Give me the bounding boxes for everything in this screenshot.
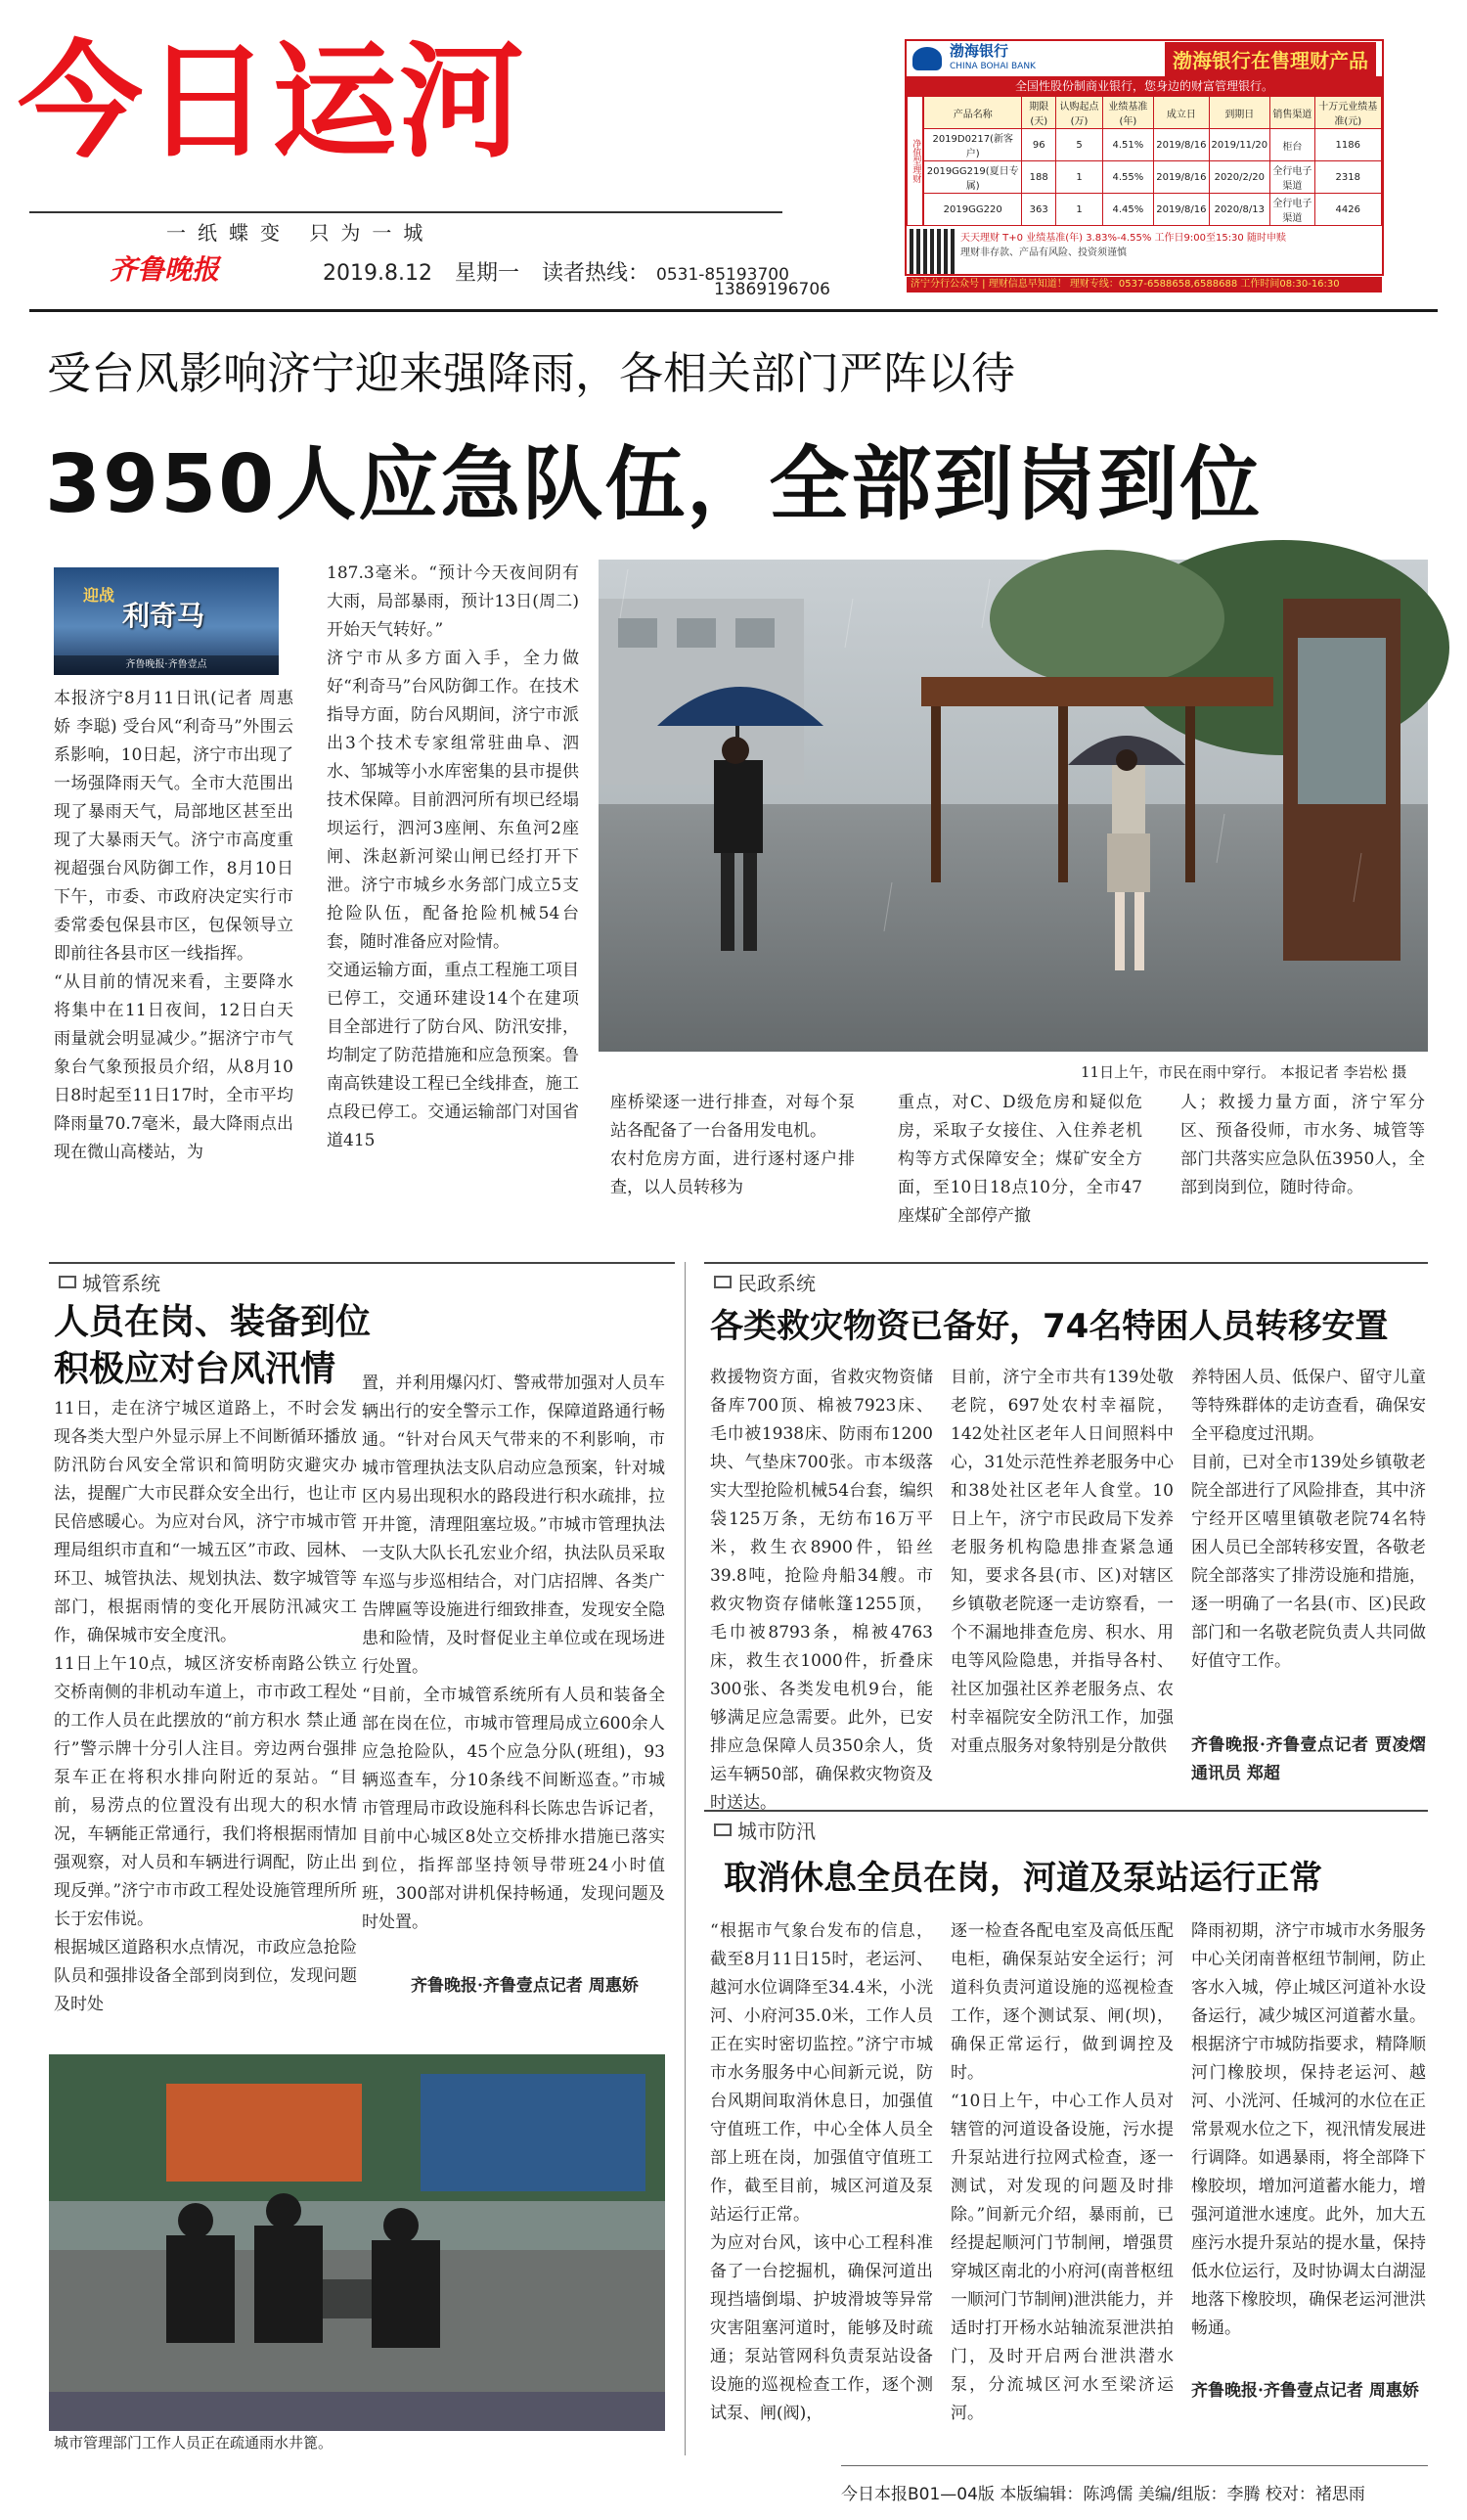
ad-table-cell: 4426 — [1314, 194, 1381, 226]
ad-product-table — [923, 96, 1382, 226]
column-divider — [685, 1262, 686, 2455]
lead-photo-caption: 11日上午，市民在雨中穿行。 本报记者 李岩松 摄 — [1081, 1063, 1407, 1081]
hotline-number-1: 0531-85193700 — [656, 265, 789, 285]
thumbnail-label: 利奇马 — [122, 600, 205, 632]
flood-byline: 齐鲁晚报·齐鲁壹点记者 周惠娇 — [1191, 2381, 1419, 2401]
section-urban-title-line-1: 人员在岗、装备到位 — [54, 1302, 372, 1342]
ad-table-cell: 2019GG220 — [924, 194, 1022, 226]
section-civil-bar — [704, 1262, 1428, 1295]
ad-table-cell: 1 — [1056, 161, 1102, 194]
ad-table-header: 期限(天) — [1021, 97, 1055, 129]
ad-table-cell: 2318 — [1314, 161, 1381, 194]
section-urban-title-line-2: 积极应对台风汛情 — [54, 1349, 336, 1389]
flood-column-1: “根据市气象台发布的信息，截至8月11日15时，老运河、越河水位调降至34.4米，小洸河、小府河35.0米，工作人员正在实时密切监控。”济宁市城市水务服务中心间新元说，防台风期间取消休息日，加强值守值班工作，中心全体人员全部上班在岗，加强值守值班工作，截至目前，城区河道及泵站运行正常。 为应对台风，该中心工程科准备了一台挖掘机，确保河道出现挡墙倒塌、护坡滑坡等异常灾害阻塞河道时，能够及时疏通；泵站管网科负责泵站设备设施的巡视检查工作，逐个测试泵、闸(阀)， — [710, 1921, 933, 2423]
ad-subtitle: 全国性股份制商业银行，您身边的财富管理银行。 — [907, 76, 1382, 96]
ad-table-cell: 4.45% — [1102, 194, 1154, 226]
ad-table-cell: 2019/11/20 — [1209, 129, 1270, 161]
ad-table-cell: 1186 — [1314, 129, 1381, 161]
ad-table-cell: 96 — [1021, 129, 1055, 161]
section-civil-title: 各类救灾物资已备好，74名特困人员转移安置 — [710, 1307, 1389, 1346]
lead-subheadline: 受台风影响济宁迎来强降雨，各相关部门严阵以待 — [47, 347, 1016, 399]
ad-table-cell: 2019/8/16 — [1154, 194, 1209, 226]
lead-column-4: 重点，对C、D级危房和疑似危房，采取子女接住、入住养老机构等方式保障安全；煤矿安全方面，至10日18点10分，全市47座煤矿全部停产撤 — [898, 1093, 1142, 1226]
ad-table-cell: 2019D0217(新客户) — [924, 129, 1022, 161]
section-civil-label: 民政系统 — [737, 1272, 816, 1295]
civil-byline: 齐鲁晚报·齐鲁壹点记者 贾凌熠 通讯员 郑超 — [1191, 1735, 1426, 1783]
urban-byline: 齐鲁晚报·齐鲁壹点记者 周惠娇 — [411, 1976, 639, 1996]
header-divider — [29, 309, 1438, 312]
section-urban-bar — [49, 1262, 675, 1295]
bank-advertisement — [905, 39, 1384, 290]
ad-table-cell: 4.51% — [1102, 129, 1154, 161]
urban-column-1: 11日，走在济宁城区道路上，不时会发现各类大型户外显示屏上不间断循环播放防汛防台风安全常识和简明防灾避灾办法，提醒广大市民群众安全出行，也让市民倍感暖心。为应对台风，济宁市城市管理局组织市直和“一城五区”市政、园林、环卫、城管执法、规划执法、数字城管等部门，根据雨情的变化开展防汛减灾工作，确保城市安全度汛。 11日上午10点，城区济安桥南路公铁立交桥南侧的非机动车道上，市市政工程处的工作人员在此摆放的“前方积水 禁止通行”警示牌十分引人注目。旁边两台强排泵车正在将积水排向附近的泵站。“目前，易涝点的位置没有出现大的积水情况，车辆能正常通行，我们将根据雨情加强观察，对人员和车辆进行调配，防止出现反弹。”济宁市市政工程处设施管理所所长于宏伟说。 根据城区道路积水点情况，市政应急抢险队员和强排设备全部到岗到位，发现问题及时处 — [54, 1399, 357, 2014]
ad-bottom-line-2: 理财非存款、产品有风险、投资须谨慎 — [960, 248, 1127, 258]
section-flood-title: 取消休息全员在岗，河道及泵站运行正常 — [724, 1859, 1322, 1898]
rain-street-photo — [599, 560, 1428, 1052]
ad-table-header: 业绩基准(年) — [1102, 97, 1154, 129]
bank-name-en: CHINA BOHAI BANK — [950, 62, 1036, 71]
ad-table-cell: 188 — [1021, 161, 1055, 194]
lead-column-1: 本报济宁8月11日讯(记者 周惠娇 李聪) 受台风“利奇马”外围云系影响，10日起，济宁市出现了一场强降雨天气。全市大范围出现了暴雨天气，局部地区甚至出现了大暴雨天气。济宁市高度重视超强台风防御工作，8月10日下午，市委、市政府决定实行市委常委包保县市区，包保领导立即前往各县市区一线指挥。 “从目前的情况来看，主要降水将集中在11日夜间，12日白天雨量就会明显减少。”据济宁市气象台气象预报员介绍，从8月10日8时起至11日17时，全市平均降雨量70.7毫米，最大降雨点出现在微山高楼站，为 — [54, 689, 293, 1162]
thumbnail-band: 齐鲁晚报·齐鲁壹点 — [54, 655, 279, 675]
civil-column-2: 目前，济宁全市共有139处敬老院，697处农村幸福院，142处社区老年人日间照料中心，31处示范性养老服务中心和38处社区老年人食堂。10日上午，济宁市民政局下发养老服务机构隐患排查紧急通知，要求各县(市、区)对辖区乡镇敬老院逐一走访察看，一个不漏地排查危房、积水、用电等风险隐患，并指导各村、社区加强社区养老服务点、农村幸福院安全防汛工作，加强对重点服务对象特别是分散供 — [951, 1368, 1174, 1756]
ad-table-header: 产品名称 — [924, 97, 1022, 129]
ad-title: 渤海银行在售理财产品 — [1165, 42, 1376, 76]
section-flood-label-wrap — [714, 1816, 816, 1844]
ad-table-header: 销售渠道 — [1270, 97, 1314, 129]
ad-table-cell: 2019/8/16 — [1154, 161, 1209, 194]
lead-column-2: 187.3毫米。“预计今天夜间阴有大雨，局部暴雨，预计13日(周二)开始天气转好。” 济宁市从多方面入手，全力做好“利奇马”台风防御工作。在技术指导方面，防台风期间，济宁市派出3个技术专家组常驻曲阜、泗水、邹城等小水库密集的县市提供技术保障。目前泗河所有坝已经塌坝运行，泗河3座闸、东鱼河2座闸、洙赵新河梁山闸已经打开下泄。济宁市城乡水务部门成立5支抢险队伍，配备抢险机械54台套，随时准备应对险情。 交通运输方面，重点工程施工项目已停工，交通环建设14个在建项目全部进行了防台风、防汛安排，均制定了防范措施和应急预案。鲁南高铁建设工程已全线排查，施工点段已停工。交通运输部门对国省道415 — [327, 563, 579, 1150]
lead-column-5: 人；救援力量方面，济宁军分区、预备役师，市水务、城管等部门共落实应急队伍3950人，全部到岗到位，随时待命。 — [1180, 1093, 1425, 1197]
issue-weekday: 星期一 — [454, 261, 519, 286]
hotline-number-2: 13869196706 — [714, 280, 830, 299]
section-urban-label: 城管系统 — [82, 1272, 160, 1295]
drain-cleaning-photo — [49, 2054, 665, 2431]
urban-column-2: 置，并利用爆闪灯、警戒带加强对人员车辆出行的安全警示工作，保障道路通行畅通。“针对台风天气带来的不利影响，市城市管理执法支队启动应急预案，针对城区内易出现积水的路段进行积水疏排，拉开井篦，清理阻塞垃圾。”市城市管理执法一支队大队长孔宏业介绍，执法队员采取车巡与步巡相结合，对门店招牌、各类广告牌匾等设施进行细致排查，发现安全隐患和险情，及时督促业主单位或在现场进行处置。 “目前，全市城管系统所有人员和装备全部在岗在位，市城市管理局成立600余人应急抢险队，45个应急分队(班组)，93辆巡查车，分10条线不间断巡查。”市城市管理局市政设施科科长陈忠告诉记者，目前中心城区8处立交桥排水措施已落实到位，指挥部坚持领导带班24小时值班，300部对讲机保持畅通，发现问题及时处置。 — [362, 1373, 665, 1932]
flood-column-2: 逐一检查各配电室及高低压配电柜，确保泵站安全运行；河道科负责河道设施的巡视检查工作，逐个测试泵、闸(坝)，确保正常运行，做到调控及时。 “10日上午，中心工作人员对辖管的河道设备设施，污水提升泵站进行拉网式检查，逐一测试，对发现的问题及时排除。”间新元介绍，暴雨前，已经提起顺河门节制闸，增强贯穿城区南北的小府河(南普枢纽一顺河门节制闸)泄洪能力，并适时打开杨水站轴流泵泄洪拍门，及时开启两台泄洪潜水泵，分流城区河水至梁济运河。 — [951, 1921, 1174, 2423]
masthead-slogan: 一纸蝶变 只为一城 — [166, 221, 435, 245]
ad-table-row — [924, 194, 1382, 226]
ad-table-header: 十万元业绩基准(元) — [1314, 97, 1381, 129]
ad-table-cell: 2019/8/16 — [1154, 129, 1209, 161]
section-urban-title — [54, 1299, 371, 1393]
hotline-label: 读者热线： — [541, 261, 649, 286]
ad-side-label: 净值型理财 — [907, 96, 923, 226]
bank-name — [950, 43, 1036, 74]
ad-table-cell: 5 — [1056, 129, 1102, 161]
ad-table-cell: 2019GG219(夏日专属) — [924, 161, 1022, 194]
ad-table-cell: 2020/8/13 — [1209, 194, 1270, 226]
masthead-rule — [29, 211, 782, 213]
issue-date: 2019.8.12 — [323, 261, 432, 286]
section-icon — [59, 1276, 76, 1288]
bank-logo-icon — [912, 47, 942, 70]
ad-bottom-line-1: 天天理财 T+0 业绩基准(年) 3.83%-4.55% 工作日9:00至15:30 随时申赎 — [960, 233, 1286, 244]
footer-rule — [841, 2465, 1428, 2466]
section-icon — [714, 1823, 732, 1836]
civil-column-3: 养特困人员、低保户、留守儿童等特殊群体的走访查看，确保安全平稳度过汛期。 目前，已对全市139处乡镇敬老院全部进行了风险排查，其中济宁经开区嘻里镇敬老院74名特困人员已全部转移安置，各敬老院全部落实了排涝设施和措施，逐一明确了一名县(市、区)民政部门和一名敬老院负责人共同做好值守工作。 — [1191, 1368, 1426, 1671]
typhoon-thumbnail — [54, 567, 279, 675]
lead-column-3: 座桥梁逐一进行排查，对每个泵站各配备了一台备用发电机。 农村危房方面，进行逐村逐户排查，以人员转移为 — [610, 1093, 855, 1197]
page-footer: 今日本报B01—04版 本版编辑：陈鸿儒 美编/组版：李腾 校对：褚思雨 — [841, 2485, 1365, 2504]
thumbnail-tag: 迎战 — [83, 586, 115, 605]
section-flood-label: 城市防汛 — [737, 1820, 816, 1843]
ad-table-cell: 柜台 — [1270, 129, 1314, 161]
lead-headline: 3950人应急队伍，全部到岗到位 — [45, 438, 1263, 531]
section-urban-label-wrap — [59, 1268, 160, 1296]
ad-table-cell: 2020/2/20 — [1209, 161, 1270, 194]
civil-column-1: 救援物资方面，省救灾物资储备库700顶、棉被7923床、毛巾被1938床、防雨布1200块、气垫床700张。市本级落实大型抢险机械54台套，编织袋125万条，无纺布16万平米，救生衣8900件，铅丝39.8吨，抢险舟船34艘。市救灾物资存储帐篷1255顶，毛巾被8793条，棉被4763床，救生衣1000件，折叠床300张、各类发电机9台，能够满足应急需要。此外，已安排应急保障人员350余人，货运车辆50部，确保救灾物资及时送达。 — [710, 1368, 933, 1813]
section-flood-bar — [704, 1810, 1428, 1843]
ad-table-header: 到期日 — [1209, 97, 1270, 129]
section-icon — [714, 1276, 732, 1288]
ad-table-cell: 4.55% — [1102, 161, 1154, 194]
ad-table-row — [924, 129, 1382, 161]
flood-column-3: 降雨初期，济宁市城市水务服务中心关闭南普枢纽节制闸，防止客水入城，停止城区河道补水设备运行，减少城区河道蓄水量。根据济宁市城防指要求，精降顺河门橡胶坝，保持老运河、越河、小洸河、任城河的水位在正常景观水位之下，视汛情发展进行调降。如遇暴雨，将全部降下橡胶坝，增加河道蓄水能力，增强河道泄水速度。此外，加大五座污水提升泵站的提水量，保持低水位运行，及时协调太白湖湿地落下橡胶坝，确保老运河泄洪畅通。 — [1191, 1921, 1426, 2338]
ad-table-cell: 363 — [1021, 194, 1055, 226]
urban-photo-caption: 城市管理部门工作人员正在疏通雨水井篦。 — [54, 2434, 333, 2452]
bank-name-cn: 渤海银行 — [950, 42, 1009, 60]
section-civil-label-wrap — [714, 1268, 816, 1296]
parent-paper-logo: 齐鲁晚报 — [110, 253, 220, 286]
ad-footer: 济宁分行公众号 | 理财信息早知道！ 理财专线：0537-6588658,6588688 工作时间08:30-16:30 — [907, 277, 1382, 292]
ad-table-row — [924, 161, 1382, 194]
ad-table-header: 认购起点(万) — [1056, 97, 1102, 129]
ad-table-cell: 全行电子渠道 — [1270, 194, 1314, 226]
ad-table-cell: 全行电子渠道 — [1270, 161, 1314, 194]
qr-code-icon — [910, 229, 955, 274]
newspaper-masthead: 今日运河 — [18, 29, 527, 175]
ad-table-header: 成立日 — [1154, 97, 1209, 129]
ad-table-cell: 1 — [1056, 194, 1102, 226]
